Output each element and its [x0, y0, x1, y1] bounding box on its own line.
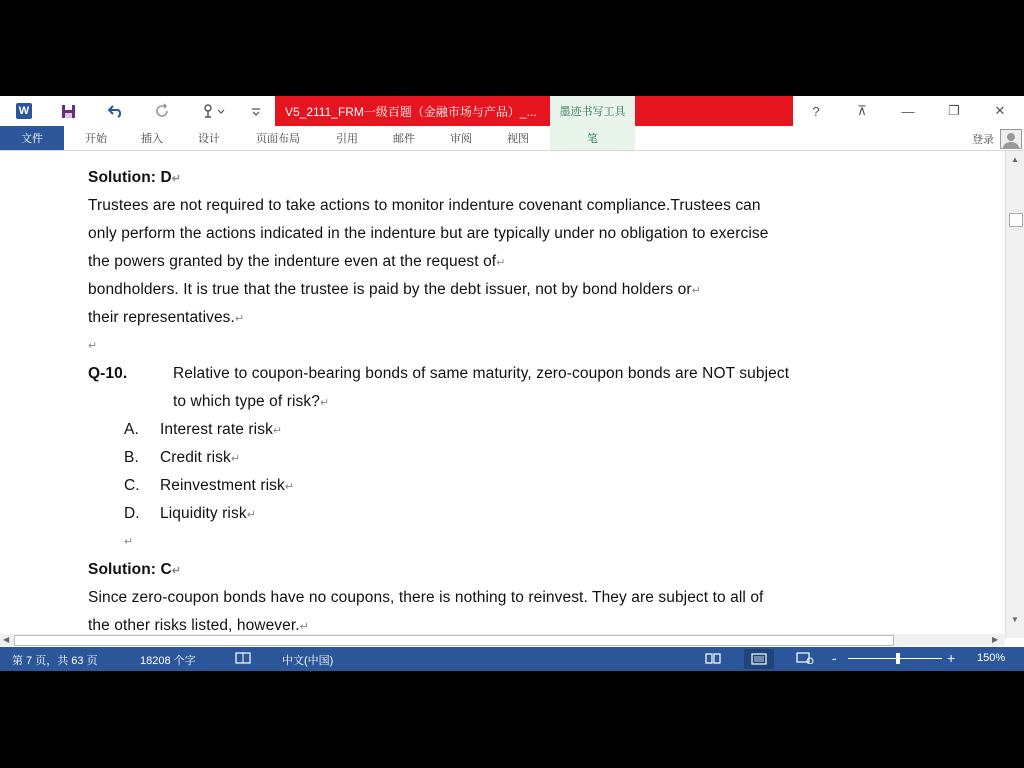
option-letter: A. — [124, 421, 139, 438]
paragraph-line: Since zero-coupon bonds have no coupons, there is nothing to reinvest. They are subject to all of — [88, 589, 764, 606]
paragraph-line: only perform the actions indicated in the indenture but are typically under no obligation to exercise — [88, 225, 769, 242]
question-text — [173, 393, 329, 411]
paragraph-mark: ↵ — [299, 621, 310, 633]
vertical-scrollbar[interactable] — [1005, 151, 1024, 638]
tab-design[interactable]: 设计 — [198, 133, 220, 145]
tab-insert[interactable]: 插入 — [141, 133, 163, 145]
solution-heading — [88, 561, 181, 579]
paragraph-mark: ↵ — [171, 173, 182, 185]
word-count[interactable]: 18208 个字 — [140, 655, 196, 667]
web-layout-icon[interactable] — [796, 651, 814, 665]
question-number: Q-10. — [88, 365, 128, 382]
read-mode-icon[interactable] — [704, 651, 722, 665]
proofing-icon[interactable] — [234, 651, 252, 665]
scroll-right-icon[interactable]: ▶ — [992, 635, 999, 644]
paragraph-mark: ↵ — [691, 285, 701, 297]
paragraph-line — [88, 309, 244, 327]
question-text: Relative to coupon-bearing bonds of same maturity, zero-coupon bonds are NOT subject — [173, 365, 790, 382]
ink-tools-label: 墨迹书写工具 — [550, 96, 635, 126]
scroll-left-icon[interactable]: ◀ — [3, 635, 10, 644]
paragraph-mark: ↵ — [171, 565, 182, 577]
paragraph-mark: ↵ — [246, 509, 257, 521]
paragraph-line — [88, 617, 309, 635]
paragraph-mark: ↵ — [234, 313, 245, 325]
paragraph-mark: ↵ — [496, 257, 506, 269]
tab-view[interactable]: 视图 — [507, 133, 529, 145]
tab-file[interactable]: 文件 — [0, 126, 64, 150]
redo-icon[interactable] — [152, 101, 172, 121]
tab-pen[interactable]: 笔 — [550, 126, 635, 150]
status-bar — [0, 647, 1024, 671]
avatar[interactable] — [1000, 129, 1022, 149]
touch-mode-icon[interactable] — [198, 101, 228, 121]
option-text — [160, 477, 294, 495]
zoom-out-button[interactable]: - — [832, 650, 837, 666]
option-letter: C. — [124, 477, 140, 494]
paragraph-line-text: the other risks listed, however. — [88, 617, 300, 634]
minimize-button[interactable]: — — [901, 103, 915, 119]
undo-icon[interactable] — [106, 101, 126, 121]
paragraph-mark: ↵ — [124, 536, 134, 548]
print-layout-icon[interactable] — [744, 649, 774, 669]
tab-home[interactable]: 开始 — [85, 133, 107, 145]
word-window — [0, 96, 1024, 671]
page-count[interactable]: 第 7 页，共 63 页 — [12, 655, 98, 667]
paragraph-mark: ↵ — [230, 453, 241, 465]
horizontal-scrollbar[interactable] — [0, 634, 1005, 646]
zoom-in-button[interactable]: + — [947, 650, 956, 666]
solution-heading — [88, 169, 181, 187]
ribbon-display-options-button[interactable]: ⊼ — [857, 103, 867, 118]
paragraph-mark: ↵ — [272, 425, 283, 437]
option-text — [160, 505, 256, 523]
option-letter: D. — [124, 505, 140, 522]
document-title-text: V5_2111_FRM一级百题（金融市场与产品）_... — [285, 104, 537, 119]
signin-link[interactable]: 登录 — [972, 134, 994, 146]
paragraph-line: Trustees are not required to take actions to monitor indenture covenant compliance.Trustees can — [88, 197, 761, 214]
document-page[interactable] — [0, 151, 1005, 638]
zoom-level[interactable]: 150% — [977, 652, 1006, 664]
close-button[interactable]: ✕ — [994, 103, 1006, 118]
paragraph-line-text: bondholders. It is true that the trustee is paid by the debt issuer, not by bond holders or — [88, 281, 692, 298]
scroll-up-icon[interactable]: ▲ — [1011, 155, 1019, 164]
zoom-slider-thumb[interactable] — [896, 653, 900, 664]
option-text — [160, 449, 240, 467]
option-text-value: Credit risk — [160, 449, 231, 466]
tab-layout[interactable]: 页面布局 — [256, 133, 300, 145]
paragraph-mark: ↵ — [284, 481, 295, 493]
solution-heading-text: Solution: C — [88, 561, 172, 578]
tab-review[interactable]: 审阅 — [450, 133, 472, 145]
paragraph-mark: ↵ — [319, 397, 330, 409]
tab-mailings[interactable]: 邮件 — [393, 133, 415, 145]
vertical-scroll-thumb[interactable] — [1009, 213, 1023, 227]
option-text-value: Reinvestment risk — [160, 477, 285, 494]
option-letter: B. — [124, 449, 139, 466]
option-text — [160, 421, 282, 439]
question-text-line: to which type of risk? — [173, 393, 320, 410]
solution-heading-text: Solution: D — [88, 169, 172, 186]
title-accent — [635, 96, 793, 126]
zoom-slider[interactable] — [848, 658, 942, 659]
document-title — [275, 96, 550, 126]
paragraph-line-text: the powers granted by the indenture even at the request of — [88, 253, 497, 270]
language-indicator[interactable]: 中文(中国) — [282, 655, 334, 667]
paragraph-mark: ↵ — [88, 340, 98, 352]
help-button[interactable]: ? — [812, 103, 820, 119]
option-text-value: Interest rate risk — [160, 421, 273, 438]
save-icon[interactable] — [58, 101, 78, 121]
restore-button[interactable]: ❐ — [948, 103, 960, 118]
horizontal-scroll-thumb[interactable] — [14, 635, 894, 646]
scroll-down-icon[interactable]: ▼ — [1011, 615, 1019, 624]
paragraph-line — [88, 253, 506, 271]
paragraph-line — [88, 281, 701, 299]
paragraph-line-text: their representatives. — [88, 309, 235, 326]
option-text-value: Liquidity risk — [160, 505, 247, 522]
word-logo-icon: W — [14, 101, 34, 121]
customize-qat-icon[interactable] — [246, 101, 266, 121]
title-bar — [0, 96, 1024, 126]
ribbon-tabs — [0, 126, 1024, 151]
tab-references[interactable]: 引用 — [336, 133, 358, 145]
